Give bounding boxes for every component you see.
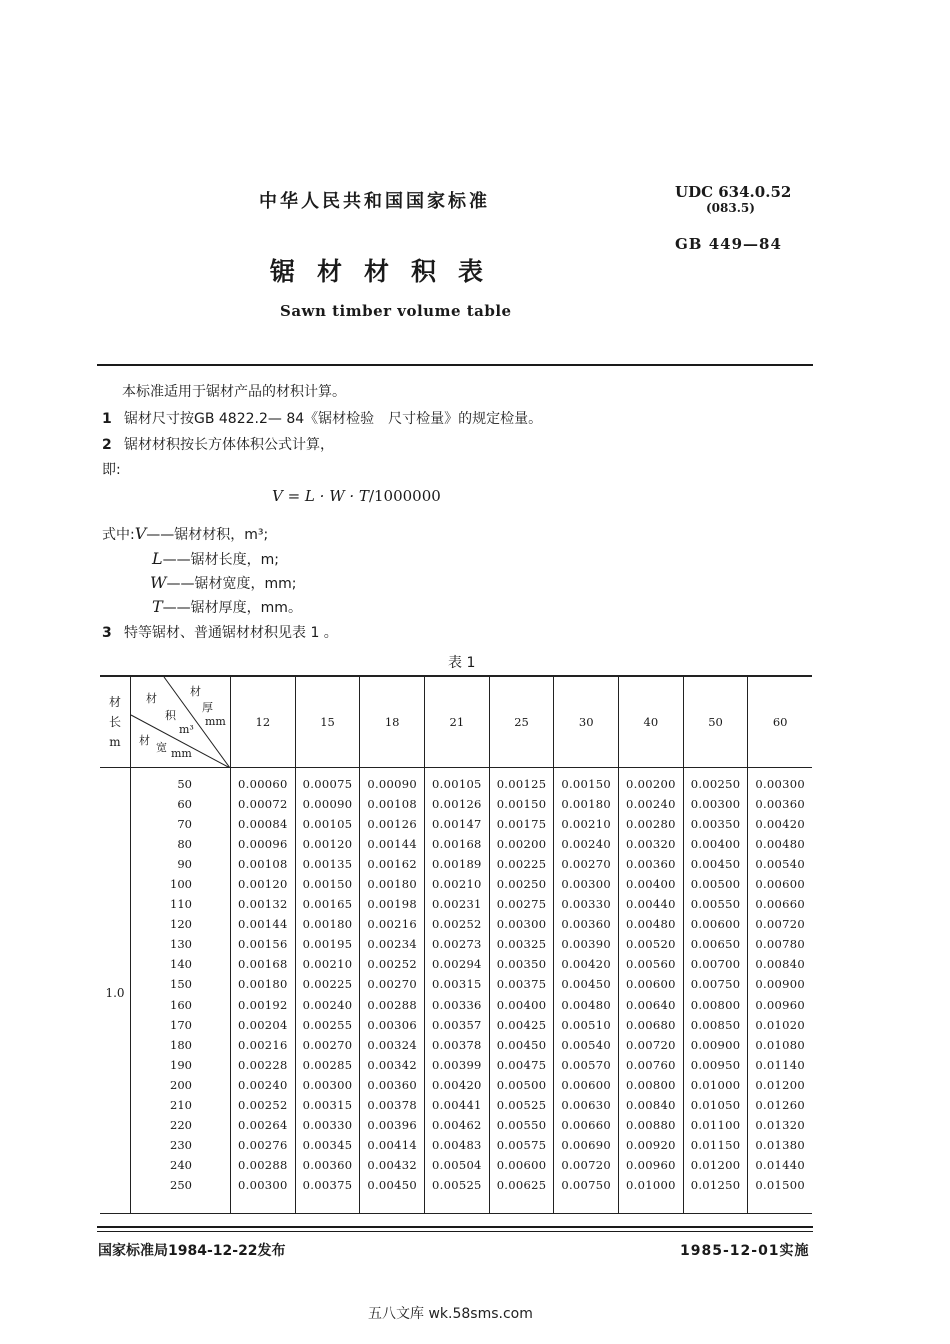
- volume-cell: 0.00275: [489, 894, 554, 914]
- table-row: [100, 1095, 812, 1115]
- volume-cell: 0.00330: [295, 1115, 360, 1135]
- volume-cell: 0.00390: [554, 934, 619, 954]
- volume-cell: 0.01100: [683, 1115, 748, 1135]
- volume-cell: 0.00204: [231, 1015, 296, 1035]
- volume-cell: 0.00108: [231, 854, 296, 874]
- volume-cell: 0.00105: [425, 767, 490, 794]
- volume-cell: 0.00240: [619, 794, 684, 814]
- volume-cell: 0.00216: [360, 914, 425, 934]
- volume-cell: 0.00210: [425, 874, 490, 894]
- volume-cell: 0.00375: [295, 1175, 360, 1214]
- volume-cell: 0.00420: [425, 1075, 490, 1095]
- width-cell: 70: [131, 814, 231, 834]
- volume-cell: 0.00147: [425, 814, 490, 834]
- volume-cell: 0.00270: [360, 974, 425, 994]
- volume-cell: 0.00195: [295, 934, 360, 954]
- volume-cell: 0.00192: [231, 995, 296, 1015]
- formula-divisor: /1000000: [368, 487, 441, 505]
- volume-cell: 0.01000: [683, 1075, 748, 1095]
- width-cell: 240: [131, 1155, 231, 1175]
- volume-cell: 0.00216: [231, 1035, 296, 1055]
- volume-cell: 0.00760: [619, 1055, 684, 1075]
- volume-cell: 0.00225: [295, 974, 360, 994]
- volume-cell: 0.00414: [360, 1135, 425, 1155]
- clause-number: 3: [102, 625, 112, 641]
- ji-label: 即:: [102, 462, 121, 478]
- volume-cell: 0.00273: [425, 934, 490, 954]
- table-row: [100, 874, 812, 894]
- volume-cell: 0.00441: [425, 1095, 490, 1115]
- volume-cell: 0.00650: [683, 934, 748, 954]
- volume-cell: 0.00108: [360, 794, 425, 814]
- volume-cell: 0.00225: [489, 854, 554, 874]
- volume-cell: 0.00960: [748, 995, 812, 1015]
- volume-cell: 0.00720: [748, 914, 812, 934]
- volume-cell: 0.00180: [231, 974, 296, 994]
- volume-cell: 0.00198: [360, 894, 425, 914]
- width-cell: 90: [131, 854, 231, 874]
- volume-cell: 0.00276: [231, 1135, 296, 1155]
- effective-date: 1985-12-01实施: [680, 1243, 810, 1259]
- footer-divider-top: [97, 1226, 813, 1228]
- volume-cell: 0.00480: [619, 914, 684, 934]
- volume-cell: 0.00510: [554, 1015, 619, 1035]
- volume-cell: 0.00570: [554, 1055, 619, 1075]
- volume-cell: 0.00288: [231, 1155, 296, 1175]
- udc-code: UDC 634.0.52: [675, 183, 792, 201]
- volume-cell: 0.00168: [425, 834, 490, 854]
- volume-cell: 0.00440: [619, 894, 684, 914]
- table-row: [100, 1135, 812, 1155]
- volume-cell: 0.00960: [619, 1155, 684, 1175]
- volume-cell: 0.01150: [683, 1135, 748, 1155]
- thickness-header: 15: [295, 676, 360, 767]
- volume-cell: 0.00520: [619, 934, 684, 954]
- volume-cell: 0.00660: [554, 1115, 619, 1135]
- volume-cell: 0.00300: [489, 914, 554, 934]
- volume-cell: 0.00480: [554, 995, 619, 1015]
- volume-cell: 0.00483: [425, 1135, 490, 1155]
- table-row: [100, 1175, 812, 1214]
- volume-cell: 0.00399: [425, 1055, 490, 1075]
- definition-w: W——锯材宽度，mm;: [150, 573, 297, 592]
- volume-cell: 0.00336: [425, 995, 490, 1015]
- volume-cell: 0.00234: [360, 934, 425, 954]
- volume-formula: [272, 487, 441, 505]
- volume-cell: 0.00375: [489, 974, 554, 994]
- volume-cell: 0.00525: [489, 1095, 554, 1115]
- volume-cell: 0.00660: [748, 894, 812, 914]
- volume-cell: 0.00150: [554, 767, 619, 794]
- volume-cell: 0.00350: [489, 954, 554, 974]
- volume-cell: 0.00132: [231, 894, 296, 914]
- thickness-header: 25: [489, 676, 554, 767]
- volume-cell: 0.00325: [489, 934, 554, 954]
- volume-cell: 0.00250: [683, 767, 748, 794]
- volume-cell: 0.00540: [748, 854, 812, 874]
- table-body: [100, 767, 812, 1214]
- volume-cell: 0.01440: [748, 1155, 812, 1175]
- volume-cell: 0.00126: [425, 794, 490, 814]
- volume-cell: 0.01260: [748, 1095, 812, 1115]
- volume-cell: 0.00360: [295, 1155, 360, 1175]
- volume-cell: 0.00420: [748, 814, 812, 834]
- volume-cell: 0.00285: [295, 1055, 360, 1075]
- footer-divider-bottom: [97, 1231, 813, 1232]
- volume-cell: 0.00900: [748, 974, 812, 994]
- width-cell: 220: [131, 1115, 231, 1135]
- width-cell: 190: [131, 1055, 231, 1075]
- table-row: [100, 1055, 812, 1075]
- volume-cell: 0.00060: [231, 767, 296, 794]
- volume-cell: 0.00720: [619, 1035, 684, 1055]
- volume-cell: 0.01050: [683, 1095, 748, 1115]
- volume-cell: 0.00750: [554, 1175, 619, 1214]
- volume-cell: 0.00750: [683, 974, 748, 994]
- width-cell: 250: [131, 1175, 231, 1214]
- volume-cell: 0.00096: [231, 834, 296, 854]
- volume-cell: 0.00550: [489, 1115, 554, 1135]
- volume-cell: 0.00450: [360, 1175, 425, 1214]
- clause-2: [102, 434, 334, 454]
- intro-paragraph: 本标准适用于锯材产品的材积计算。: [122, 384, 346, 400]
- volume-cell: 0.00350: [683, 814, 748, 834]
- volume-cell: 0.00126: [360, 814, 425, 834]
- volume-cell: 0.00270: [554, 854, 619, 874]
- thickness-header: 40: [619, 676, 684, 767]
- table-row: [100, 1075, 812, 1095]
- width-cell: 140: [131, 954, 231, 974]
- volume-cell: 0.01320: [748, 1115, 812, 1135]
- thickness-header: 50: [683, 676, 748, 767]
- thickness-header: 30: [554, 676, 619, 767]
- table-row: [100, 1155, 812, 1175]
- thickness-header: 60: [748, 676, 812, 767]
- width-cell: 150: [131, 974, 231, 994]
- definition-l: L——锯材长度，m;: [152, 549, 279, 568]
- volume-cell: 0.00690: [554, 1135, 619, 1155]
- table-row: [100, 1015, 812, 1035]
- volume-cell: 0.01250: [683, 1175, 748, 1214]
- volume-cell: 0.00600: [554, 1075, 619, 1095]
- volume-cell: 0.00462: [425, 1115, 490, 1135]
- volume-cell: 0.00300: [554, 874, 619, 894]
- volume-cell: 0.00144: [360, 834, 425, 854]
- table-row: [100, 767, 812, 794]
- volume-cell: 0.00072: [231, 794, 296, 814]
- volume-cell: 0.01380: [748, 1135, 812, 1155]
- volume-cell: 0.00425: [489, 1015, 554, 1035]
- volume-cell: 0.00252: [425, 914, 490, 934]
- volume-cell: 0.00800: [619, 1075, 684, 1095]
- volume-cell: 0.00200: [489, 834, 554, 854]
- table-row: [100, 914, 812, 934]
- issue-date: 国家标准局1984-12-22发布: [98, 1243, 286, 1259]
- width-cell: 230: [131, 1135, 231, 1155]
- width-cell: 50: [131, 767, 231, 794]
- clause-text: 锯材尺寸按GB 4822.2— 84《锯材检验 尺寸检量》的规定检量。: [124, 411, 543, 427]
- volume-cell: 0.01200: [748, 1075, 812, 1095]
- volume-cell: 0.00850: [683, 1015, 748, 1035]
- table-row: [100, 894, 812, 914]
- volume-cell: 0.00180: [554, 794, 619, 814]
- volume-cell: 0.00090: [360, 767, 425, 794]
- volume-cell: 0.01200: [683, 1155, 748, 1175]
- volume-cell: 0.00255: [295, 1015, 360, 1035]
- volume-cell: 0.00400: [489, 995, 554, 1015]
- volume-cell: 0.00156: [231, 934, 296, 954]
- volume-cell: 0.00550: [683, 894, 748, 914]
- width-cell: 210: [131, 1095, 231, 1115]
- volume-cell: 0.00240: [295, 995, 360, 1015]
- clause-1: [102, 408, 542, 428]
- volume-cell: 0.00324: [360, 1035, 425, 1055]
- table-row: [100, 1035, 812, 1055]
- volume-cell: 0.00378: [425, 1035, 490, 1055]
- table-row: [100, 834, 812, 854]
- diagonal-header: 材 厚 mm 材 积 m³ 材 宽 mm: [131, 676, 231, 767]
- width-cell: 100: [131, 874, 231, 894]
- volume-cell: 0.00575: [489, 1135, 554, 1155]
- volume-cell: 0.00264: [231, 1115, 296, 1135]
- volume-cell: 0.00330: [554, 894, 619, 914]
- volume-cell: 0.00180: [295, 914, 360, 934]
- volume-cell: 0.00840: [748, 954, 812, 974]
- volume-cell: 0.00396: [360, 1115, 425, 1135]
- volume-cell: 0.00270: [295, 1035, 360, 1055]
- width-cell: 130: [131, 934, 231, 954]
- volume-cell: 0.00084: [231, 814, 296, 834]
- volume-cell: 0.00120: [295, 834, 360, 854]
- volume-cell: 0.00500: [683, 874, 748, 894]
- volume-table: [100, 675, 812, 1214]
- volume-cell: 0.00240: [554, 834, 619, 854]
- volume-cell: 0.00240: [231, 1075, 296, 1095]
- definition-t: T——锯材厚度，mm。: [152, 597, 302, 616]
- volume-cell: 0.00500: [489, 1075, 554, 1095]
- volume-cell: 0.00252: [231, 1095, 296, 1115]
- volume-cell: 0.00800: [683, 995, 748, 1015]
- volume-cell: 0.00450: [554, 974, 619, 994]
- volume-cell: 0.00504: [425, 1155, 490, 1175]
- width-cell: 200: [131, 1075, 231, 1095]
- volume-cell: 0.01080: [748, 1035, 812, 1055]
- volume-cell: 0.00560: [619, 954, 684, 974]
- document-title: 锯材材积表: [270, 257, 506, 286]
- volume-cell: 0.00120: [231, 874, 296, 894]
- thickness-header: 12: [231, 676, 296, 767]
- volume-cell: 0.00700: [683, 954, 748, 974]
- volume-cell: 0.00540: [554, 1035, 619, 1055]
- volume-cell: 0.01140: [748, 1055, 812, 1075]
- volume-cell: 0.00231: [425, 894, 490, 914]
- volume-cell: 0.00920: [619, 1135, 684, 1155]
- volume-cell: 0.01000: [619, 1175, 684, 1214]
- volume-cell: 0.00280: [619, 814, 684, 834]
- thickness-header: 21: [425, 676, 490, 767]
- volume-cell: 0.00900: [683, 1035, 748, 1055]
- volume-cell: 0.00315: [425, 974, 490, 994]
- table-row: [100, 954, 812, 974]
- volume-cell: 0.00432: [360, 1155, 425, 1175]
- width-cell: 80: [131, 834, 231, 854]
- volume-cell: 0.00720: [554, 1155, 619, 1175]
- udc-subcode: (083.5): [706, 201, 755, 215]
- volume-cell: 0.00288: [360, 995, 425, 1015]
- volume-cell: 0.00200: [619, 767, 684, 794]
- clause-text: 特等锯材、普通锯材材积见表 1 。: [124, 625, 338, 641]
- volume-cell: 0.00150: [489, 794, 554, 814]
- table-row: [100, 974, 812, 994]
- table-row: [100, 854, 812, 874]
- volume-cell: 0.00600: [489, 1155, 554, 1175]
- gb-code: GB 449—84: [675, 235, 782, 253]
- document-title-english: Sawn timber volume table: [280, 302, 512, 320]
- length-value: 1.0: [100, 767, 131, 1214]
- width-cell: 180: [131, 1035, 231, 1055]
- volume-cell: 0.00680: [619, 1015, 684, 1035]
- volume-cell: 0.00345: [295, 1135, 360, 1155]
- volume-cell: 0.00840: [619, 1095, 684, 1115]
- thickness-header: 18: [360, 676, 425, 767]
- volume-cell: 0.00125: [489, 767, 554, 794]
- width-cell: 170: [131, 1015, 231, 1035]
- standard-org-title: 中华人民共和国国家标准: [259, 191, 490, 212]
- volume-cell: 0.00135: [295, 854, 360, 874]
- volume-cell: 0.00600: [619, 974, 684, 994]
- volume-cell: 0.00250: [489, 874, 554, 894]
- volume-cell: 0.00180: [360, 874, 425, 894]
- volume-cell: 0.00880: [619, 1115, 684, 1135]
- length-header: 材 长 m: [100, 676, 131, 767]
- header-divider: [97, 364, 813, 366]
- volume-cell: 0.00306: [360, 1015, 425, 1035]
- volume-cell: 0.00475: [489, 1055, 554, 1075]
- volume-cell: 0.00210: [295, 954, 360, 974]
- volume-cell: 0.00360: [554, 914, 619, 934]
- volume-cell: 0.00090: [295, 794, 360, 814]
- table-row: [100, 995, 812, 1015]
- volume-cell: 0.00357: [425, 1015, 490, 1035]
- volume-cell: 0.00360: [748, 794, 812, 814]
- width-cell: 110: [131, 894, 231, 914]
- volume-cell: 0.00294: [425, 954, 490, 974]
- volume-cell: 0.00315: [295, 1095, 360, 1115]
- volume-cell: 0.00300: [231, 1175, 296, 1214]
- table-caption: 表 1: [448, 655, 476, 671]
- volume-cell: 0.00168: [231, 954, 296, 974]
- table-row: [100, 934, 812, 954]
- volume-cell: 0.00360: [360, 1075, 425, 1095]
- volume-cell: 0.00300: [748, 767, 812, 794]
- volume-cell: 0.00630: [554, 1095, 619, 1115]
- volume-cell: 0.00450: [489, 1035, 554, 1055]
- volume-cell: 0.00600: [683, 914, 748, 934]
- clause-number: 1: [102, 411, 112, 427]
- width-cell: 120: [131, 914, 231, 934]
- volume-cell: 0.00228: [231, 1055, 296, 1075]
- volume-cell: 0.00625: [489, 1175, 554, 1214]
- definition-v: 式中:V——锯材材积，m³;: [102, 524, 269, 543]
- formula-lhs: V = L · W · T: [272, 487, 369, 505]
- volume-cell: 0.00175: [489, 814, 554, 834]
- volume-cell: 0.00150: [295, 874, 360, 894]
- volume-cell: 0.00640: [619, 995, 684, 1015]
- volume-cell: 0.00144: [231, 914, 296, 934]
- volume-cell: 0.00165: [295, 894, 360, 914]
- volume-cell: 0.00450: [683, 854, 748, 874]
- volume-cell: 0.01500: [748, 1175, 812, 1214]
- volume-cell: 0.00342: [360, 1055, 425, 1075]
- volume-cell: 0.00075: [295, 767, 360, 794]
- volume-cell: 0.00320: [619, 834, 684, 854]
- table-row: [100, 1115, 812, 1135]
- clause-3: [102, 622, 338, 642]
- volume-cell: 0.00378: [360, 1095, 425, 1115]
- table-row: [100, 794, 812, 814]
- where-label: 式中:: [102, 527, 135, 543]
- volume-cell: 0.01020: [748, 1015, 812, 1035]
- clause-number: 2: [102, 437, 112, 453]
- table-header-row: [100, 676, 812, 767]
- volume-cell: 0.00360: [619, 854, 684, 874]
- volume-cell: 0.00210: [554, 814, 619, 834]
- table-row: [100, 814, 812, 834]
- volume-cell: 0.00400: [619, 874, 684, 894]
- volume-cell: 0.00300: [295, 1075, 360, 1095]
- volume-cell: 0.00525: [425, 1175, 490, 1214]
- width-cell: 60: [131, 794, 231, 814]
- volume-cell: 0.00780: [748, 934, 812, 954]
- volume-cell: 0.00252: [360, 954, 425, 974]
- volume-cell: 0.00600: [748, 874, 812, 894]
- volume-cell: 0.00420: [554, 954, 619, 974]
- volume-cell: 0.00480: [748, 834, 812, 854]
- volume-cell: 0.00189: [425, 854, 490, 874]
- volume-cell: 0.00950: [683, 1055, 748, 1075]
- volume-cell: 0.00162: [360, 854, 425, 874]
- volume-cell: 0.00400: [683, 834, 748, 854]
- width-cell: 160: [131, 995, 231, 1015]
- volume-cell: 0.00105: [295, 814, 360, 834]
- clause-text: 锯材材积按长方体体积公式计算，: [124, 437, 334, 453]
- volume-cell: 0.00300: [683, 794, 748, 814]
- watermark: 五八文库 wk.58sms.com: [368, 1306, 533, 1322]
